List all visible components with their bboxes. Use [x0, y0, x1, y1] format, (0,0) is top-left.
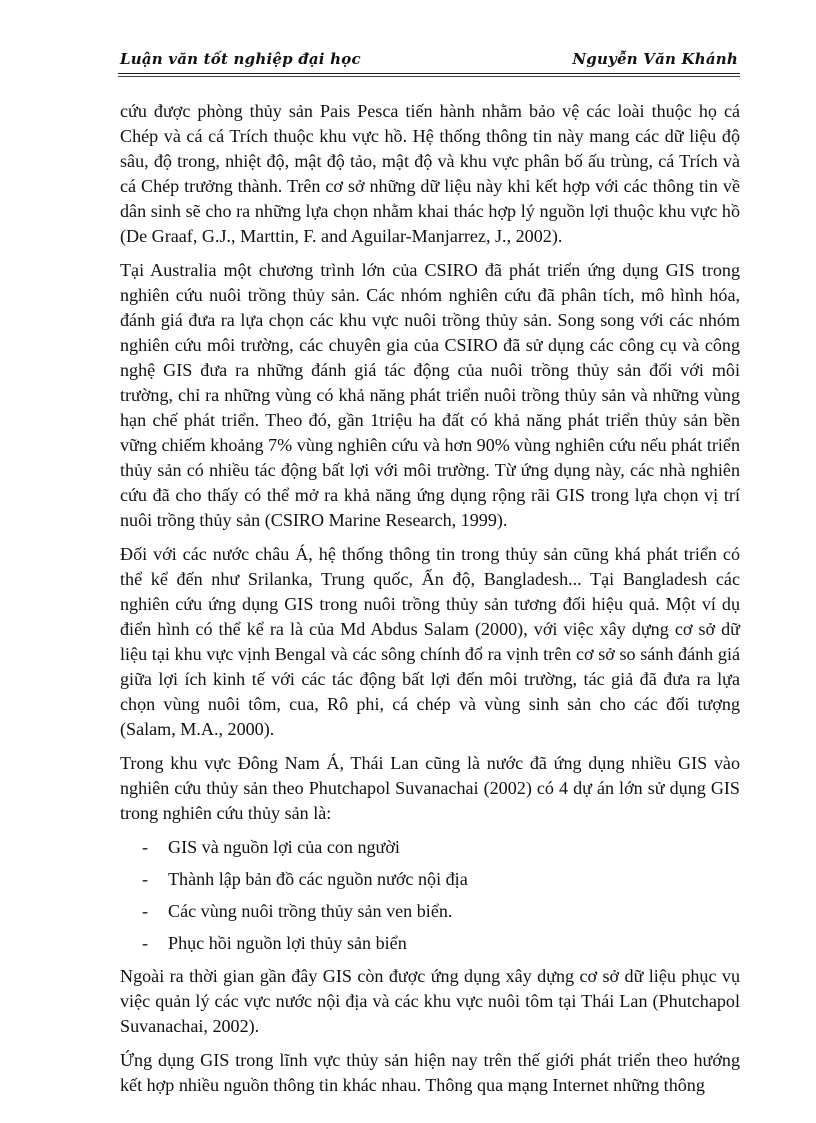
bullet-dash: -	[142, 933, 149, 953]
thesis-title-header: Luận văn tốt nghiệp đại học	[120, 50, 361, 68]
gis-projects-list	[120, 835, 740, 956]
paragraph-asia-bangladesh: Đối với các nước châu Á, hệ thống thông tin trong thủy sản cũng khá phát triển có thể kể đến như Srilanka, Trung quốc, Ấn độ, Bangladesh... Tại Bangladesh các nghiên cứu ứng dụng GIS trong nuôi trồng thủy sản tương đối hiệu quả. Một ví dụ điển hình có thể kể ra là của Md Abdus Salam (2000), với việc xây dựng cơ sở dữ liệu tại khu vực vịnh Bengal và các sông chính đổ ra vịnh trên cơ sở so sánh đánh giá giữa lợi ích kinh tế với các tác động bất lợi đến môi trường, tác giả đã đưa ra lựa chọn vùng nuôi tôm, cua, Rô phi, cá chép và vùng sinh sản cho các đối tượng (Salam, M.A., 2000).	[120, 544, 740, 739]
header-divider-secondary	[118, 76, 740, 77]
paragraph-australia-csiro: Tại Australia một chương trình lớn của CSIRO đã phát triển ứng dụng GIS trong nghiên cứu nuôi trồng thủy sản. Các nhóm nghiên cứu đã phân tích, mô hình hóa, đánh giá đưa ra lựa chọn các khu vực nuôi trồng thủy sản. Song song với các nhóm nghiên cứu môi trường, các chuyên gia của CSIRO đã sử dụng các công cụ và công nghệ GIS đưa ra những đánh giá tác động của nuôi trồng thủy sản đối với môi trường, chỉ ra những vùng có khả năng phát triển nuôi trồng thủy sản và những vùng hạn chế phát triển. Theo đó, gần 1triệu ha đất có khả năng phát triển thủy sản bền vững chiếm khoảng 7% vùng nghiên cứu và hơn 90% vùng nghiên cứu nếu phát triển thủy sản có nhiều tác động bất lợi với môi trường. Từ ứng dụng này, các nhà nghiên cứu đã cho thấy có thể mở ra khả năng ứng dụng rộng rãi GIS trong lựa chọn vị trí nuôi trồng thủy sản (CSIRO Marine Research, 1999).	[120, 260, 740, 530]
bullet-dash: -	[142, 869, 149, 889]
list-item	[120, 835, 740, 860]
paragraph-thailand-intro: Trong khu vực Đông Nam Á, Thái Lan cũng là nước đã ứng dụng nhiều GIS vào nghiên cứu thủy sản theo Phutchapol Suvanachai (2002) có 4 dự án lớn sử dụng GIS trong nghiên cứu thủy sản là:	[120, 753, 740, 823]
paragraph-thailand-database: Ngoài ra thời gian gần đây GIS còn được ứng dụng xây dựng cơ sở dữ liệu phục vụ việc quản lý các vực nước nội địa và các khu vực nuôi tôm tại Thái Lan (Phutchapol Suvanachai, 2002).	[120, 966, 740, 1036]
header-divider	[118, 73, 740, 74]
paragraph-gis-trends: Ứng dụng GIS trong lĩnh vực thủy sản hiện nay trên thế giới phát triển theo hướng kết hợp nhiều nguồn thông tin khác nhau. Thông qua mạng Internet những thông	[120, 1050, 740, 1095]
paragraph-pais-pesca: cứu được phòng thủy sản Pais Pesca tiến hành nhằm bảo vệ các loài thuộc họ cá Chép và cá cá Trích thuộc khu vực hồ. Hệ thống thông tin này mang các dữ liệu độ sâu, độ trong, nhiệt độ, mật độ tảo, mật độ và khu vực phân bố ấu trùng, cá Trích và cá Chép trưởng thành. Trên cơ sở những dữ liệu này khi kết hợp với các thông tin về dân sinh sẽ cho ra những lựa chọn nhằm khai thác hợp lý nguồn lợi thuộc khu vực hồ (De Graaf, G.J., Marttin, F. and Aguilar-Manjarrez, J., 2002).	[120, 101, 740, 246]
page-header	[118, 44, 740, 78]
bullet-dash: -	[142, 837, 149, 857]
author-name-header: Nguyễn Văn Khánh	[572, 50, 738, 68]
list-item	[120, 867, 740, 892]
list-item-text: Thành lập bản đồ các nguồn nước nội địa	[168, 869, 468, 889]
list-item-text: Các vùng nuôi trồng thủy sản ven biển.	[168, 901, 453, 921]
list-item-text: GIS và nguồn lợi của con người	[168, 837, 400, 857]
body-text	[120, 99, 740, 1107]
list-item	[120, 931, 740, 956]
list-item	[120, 899, 740, 924]
bullet-dash: -	[142, 901, 149, 921]
list-item-text: Phục hồi nguồn lợi thủy sản biển	[168, 933, 407, 953]
